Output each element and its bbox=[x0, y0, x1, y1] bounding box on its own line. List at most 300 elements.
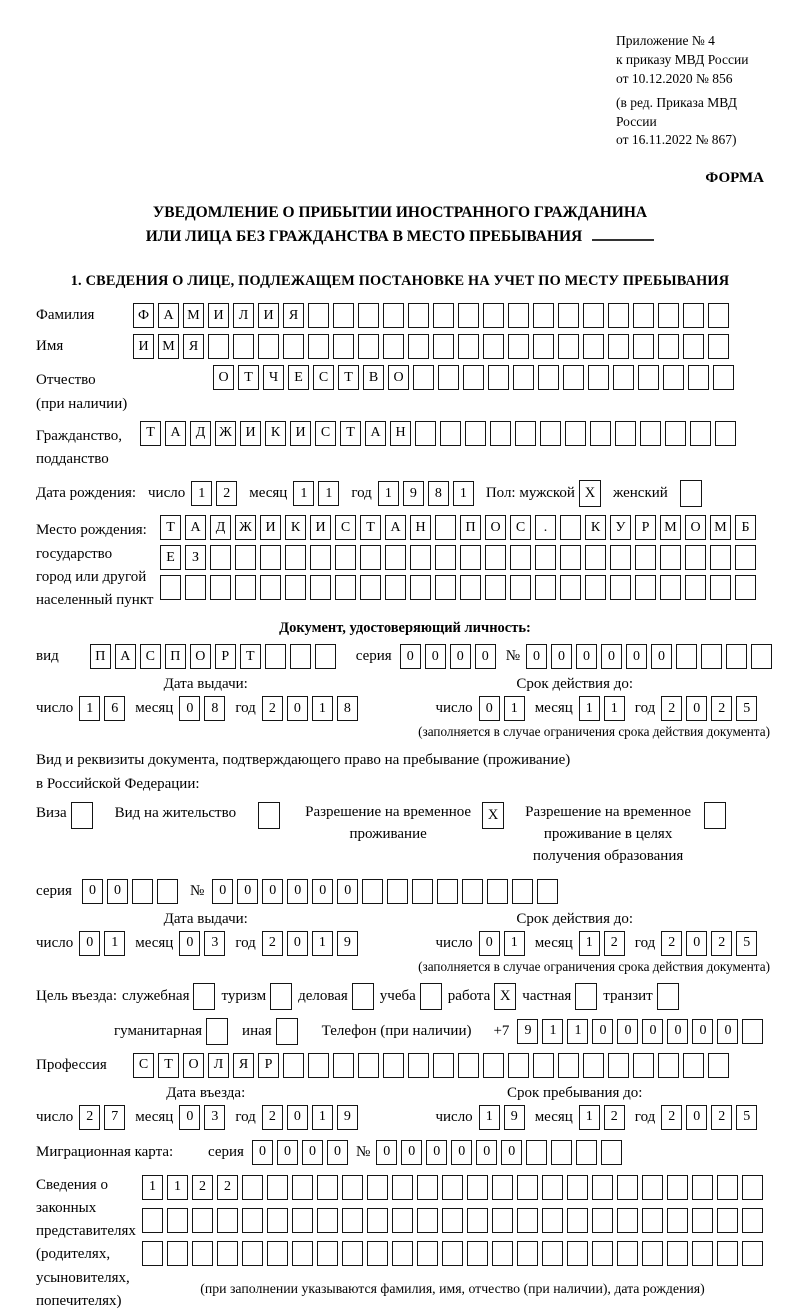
char-cell[interactable]: 0 bbox=[717, 1019, 738, 1044]
char-cell[interactable]: А bbox=[365, 421, 386, 446]
char-cell[interactable]: 1 bbox=[479, 1105, 500, 1130]
char-cell[interactable]: А bbox=[115, 644, 136, 669]
char-cell[interactable] bbox=[663, 365, 684, 390]
purpose-business-checkbox[interactable] bbox=[352, 983, 374, 1010]
char-cell[interactable] bbox=[333, 303, 354, 328]
char-cell[interactable] bbox=[408, 334, 429, 359]
char-cell[interactable]: 9 bbox=[403, 481, 424, 506]
char-cell[interactable] bbox=[633, 334, 654, 359]
char-cell[interactable]: Т bbox=[360, 515, 381, 540]
char-cell[interactable]: 1 bbox=[167, 1175, 188, 1200]
char-cell[interactable] bbox=[160, 575, 181, 600]
char-cell[interactable] bbox=[310, 575, 331, 600]
char-cell[interactable] bbox=[710, 575, 731, 600]
char-cell[interactable]: 0 bbox=[400, 644, 421, 669]
char-cell[interactable] bbox=[751, 644, 772, 669]
char-cell[interactable] bbox=[367, 1208, 388, 1233]
char-cell[interactable] bbox=[640, 421, 661, 446]
char-cell[interactable]: 5 bbox=[736, 696, 757, 721]
char-cell[interactable]: Ж bbox=[215, 421, 236, 446]
char-cell[interactable] bbox=[683, 334, 704, 359]
char-cell[interactable] bbox=[563, 365, 584, 390]
char-cell[interactable] bbox=[526, 1140, 547, 1165]
char-cell[interactable]: З bbox=[185, 545, 206, 570]
char-cell[interactable] bbox=[533, 1053, 554, 1078]
char-cell[interactable]: 2 bbox=[661, 931, 682, 956]
char-cell[interactable] bbox=[676, 644, 697, 669]
char-cell[interactable] bbox=[710, 545, 731, 570]
char-cell[interactable] bbox=[665, 421, 686, 446]
char-cell[interactable]: 1 bbox=[579, 1105, 600, 1130]
char-cell[interactable]: 1 bbox=[579, 931, 600, 956]
char-cell[interactable] bbox=[308, 334, 329, 359]
char-cell[interactable] bbox=[283, 1053, 304, 1078]
purpose-study-checkbox[interactable] bbox=[420, 983, 442, 1010]
char-cell[interactable]: . bbox=[535, 515, 556, 540]
char-cell[interactable]: Б bbox=[735, 515, 756, 540]
char-cell[interactable]: Т bbox=[140, 421, 161, 446]
char-cell[interactable] bbox=[392, 1208, 413, 1233]
char-cell[interactable] bbox=[387, 879, 408, 904]
char-cell[interactable] bbox=[433, 303, 454, 328]
char-cell[interactable]: С bbox=[313, 365, 334, 390]
char-cell[interactable] bbox=[335, 575, 356, 600]
char-cell[interactable] bbox=[242, 1175, 263, 1200]
char-cell[interactable] bbox=[488, 365, 509, 390]
char-cell[interactable] bbox=[440, 421, 461, 446]
char-cell[interactable]: Т bbox=[160, 515, 181, 540]
char-cell[interactable]: Т bbox=[158, 1053, 179, 1078]
char-cell[interactable]: 0 bbox=[576, 644, 597, 669]
char-cell[interactable]: И bbox=[133, 334, 154, 359]
char-cell[interactable]: Д bbox=[210, 515, 231, 540]
char-cell[interactable] bbox=[185, 575, 206, 600]
char-cell[interactable]: Ч bbox=[263, 365, 284, 390]
char-cell[interactable]: О bbox=[685, 515, 706, 540]
char-cell[interactable]: 0 bbox=[287, 931, 308, 956]
char-cell[interactable]: 0 bbox=[401, 1140, 422, 1165]
char-cell[interactable]: И bbox=[310, 515, 331, 540]
char-cell[interactable] bbox=[610, 575, 631, 600]
char-cell[interactable] bbox=[342, 1208, 363, 1233]
char-cell[interactable]: А bbox=[158, 303, 179, 328]
char-cell[interactable] bbox=[267, 1241, 288, 1266]
char-cell[interactable] bbox=[285, 575, 306, 600]
char-cell[interactable] bbox=[342, 1175, 363, 1200]
char-cell[interactable] bbox=[615, 421, 636, 446]
char-cell[interactable]: 0 bbox=[551, 644, 572, 669]
char-cell[interactable] bbox=[413, 365, 434, 390]
char-cell[interactable] bbox=[735, 575, 756, 600]
char-cell[interactable] bbox=[235, 575, 256, 600]
char-cell[interactable] bbox=[560, 575, 581, 600]
char-cell[interactable]: 1 bbox=[318, 481, 339, 506]
char-cell[interactable] bbox=[667, 1175, 688, 1200]
char-cell[interactable] bbox=[167, 1241, 188, 1266]
char-cell[interactable] bbox=[742, 1241, 763, 1266]
char-cell[interactable]: П bbox=[165, 644, 186, 669]
char-cell[interactable] bbox=[383, 1053, 404, 1078]
char-cell[interactable] bbox=[208, 334, 229, 359]
char-cell[interactable] bbox=[592, 1241, 613, 1266]
char-cell[interactable]: 2 bbox=[216, 481, 237, 506]
char-cell[interactable]: 8 bbox=[204, 696, 225, 721]
char-cell[interactable]: 1 bbox=[542, 1019, 563, 1044]
char-cell[interactable] bbox=[385, 575, 406, 600]
char-cell[interactable] bbox=[633, 1053, 654, 1078]
char-cell[interactable] bbox=[460, 545, 481, 570]
purpose-humanitarian-checkbox[interactable] bbox=[206, 1018, 228, 1045]
char-cell[interactable] bbox=[415, 421, 436, 446]
char-cell[interactable] bbox=[435, 545, 456, 570]
char-cell[interactable]: Д bbox=[190, 421, 211, 446]
char-cell[interactable] bbox=[635, 545, 656, 570]
char-cell[interactable]: 0 bbox=[287, 879, 308, 904]
char-cell[interactable]: С bbox=[140, 644, 161, 669]
char-cell[interactable] bbox=[465, 421, 486, 446]
char-cell[interactable] bbox=[435, 515, 456, 540]
char-cell[interactable] bbox=[638, 365, 659, 390]
char-cell[interactable] bbox=[485, 545, 506, 570]
char-cell[interactable]: 0 bbox=[601, 644, 622, 669]
char-cell[interactable]: 1 bbox=[312, 696, 333, 721]
char-cell[interactable] bbox=[742, 1019, 763, 1044]
char-cell[interactable] bbox=[660, 575, 681, 600]
char-cell[interactable]: 1 bbox=[504, 931, 525, 956]
char-cell[interactable]: К bbox=[265, 421, 286, 446]
char-cell[interactable] bbox=[333, 1053, 354, 1078]
sex-male-checkbox[interactable]: X bbox=[579, 480, 601, 507]
char-cell[interactable]: 9 bbox=[337, 931, 358, 956]
char-cell[interactable] bbox=[267, 1175, 288, 1200]
char-cell[interactable] bbox=[417, 1241, 438, 1266]
purpose-work-checkbox[interactable]: X bbox=[494, 983, 516, 1010]
char-cell[interactable] bbox=[292, 1241, 313, 1266]
char-cell[interactable]: К bbox=[285, 515, 306, 540]
char-cell[interactable]: В bbox=[363, 365, 384, 390]
char-cell[interactable]: С bbox=[315, 421, 336, 446]
char-cell[interactable] bbox=[217, 1208, 238, 1233]
char-cell[interactable]: 0 bbox=[526, 644, 547, 669]
char-cell[interactable] bbox=[242, 1241, 263, 1266]
char-cell[interactable] bbox=[260, 575, 281, 600]
char-cell[interactable] bbox=[608, 1053, 629, 1078]
char-cell[interactable]: 0 bbox=[212, 879, 233, 904]
char-cell[interactable]: 5 bbox=[736, 1105, 757, 1130]
char-cell[interactable] bbox=[560, 545, 581, 570]
char-cell[interactable] bbox=[308, 303, 329, 328]
temp-residence-checkbox[interactable]: X bbox=[482, 802, 504, 829]
char-cell[interactable] bbox=[317, 1175, 338, 1200]
char-cell[interactable] bbox=[333, 334, 354, 359]
char-cell[interactable] bbox=[283, 334, 304, 359]
purpose-transit-checkbox[interactable] bbox=[657, 983, 679, 1010]
visa-checkbox[interactable] bbox=[71, 802, 93, 829]
char-cell[interactable] bbox=[585, 545, 606, 570]
char-cell[interactable]: У bbox=[610, 515, 631, 540]
char-cell[interactable] bbox=[383, 334, 404, 359]
char-cell[interactable]: Т bbox=[338, 365, 359, 390]
char-cell[interactable]: 0 bbox=[179, 696, 200, 721]
char-cell[interactable]: П bbox=[90, 644, 111, 669]
char-cell[interactable] bbox=[290, 644, 311, 669]
char-cell[interactable]: 0 bbox=[327, 1140, 348, 1165]
char-cell[interactable] bbox=[535, 545, 556, 570]
char-cell[interactable] bbox=[508, 334, 529, 359]
char-cell[interactable] bbox=[442, 1175, 463, 1200]
residence-permit-checkbox[interactable] bbox=[258, 802, 280, 829]
char-cell[interactable] bbox=[537, 879, 558, 904]
char-cell[interactable]: Р bbox=[635, 515, 656, 540]
char-cell[interactable] bbox=[660, 545, 681, 570]
char-cell[interactable]: С bbox=[510, 515, 531, 540]
char-cell[interactable]: 2 bbox=[192, 1175, 213, 1200]
char-cell[interactable]: 2 bbox=[262, 696, 283, 721]
char-cell[interactable] bbox=[417, 1208, 438, 1233]
char-cell[interactable] bbox=[392, 1241, 413, 1266]
char-cell[interactable] bbox=[590, 421, 611, 446]
char-cell[interactable] bbox=[358, 334, 379, 359]
char-cell[interactable] bbox=[583, 1053, 604, 1078]
char-cell[interactable]: Т bbox=[240, 644, 261, 669]
char-cell[interactable]: М bbox=[660, 515, 681, 540]
char-cell[interactable]: М bbox=[158, 334, 179, 359]
char-cell[interactable] bbox=[642, 1241, 663, 1266]
char-cell[interactable] bbox=[588, 365, 609, 390]
char-cell[interactable] bbox=[433, 334, 454, 359]
purpose-official-checkbox[interactable] bbox=[193, 983, 215, 1010]
char-cell[interactable] bbox=[592, 1208, 613, 1233]
char-cell[interactable]: 1 bbox=[567, 1019, 588, 1044]
char-cell[interactable] bbox=[583, 303, 604, 328]
char-cell[interactable]: 0 bbox=[642, 1019, 663, 1044]
char-cell[interactable] bbox=[242, 1208, 263, 1233]
char-cell[interactable] bbox=[408, 1053, 429, 1078]
char-cell[interactable] bbox=[726, 644, 747, 669]
char-cell[interactable] bbox=[717, 1175, 738, 1200]
char-cell[interactable] bbox=[713, 365, 734, 390]
char-cell[interactable] bbox=[742, 1175, 763, 1200]
char-cell[interactable] bbox=[533, 303, 554, 328]
char-cell[interactable] bbox=[567, 1175, 588, 1200]
char-cell[interactable] bbox=[317, 1241, 338, 1266]
char-cell[interactable] bbox=[292, 1175, 313, 1200]
char-cell[interactable]: И bbox=[240, 421, 261, 446]
char-cell[interactable]: 1 bbox=[604, 696, 625, 721]
char-cell[interactable]: 0 bbox=[179, 931, 200, 956]
char-cell[interactable]: Я bbox=[183, 334, 204, 359]
char-cell[interactable] bbox=[535, 575, 556, 600]
char-cell[interactable] bbox=[467, 1208, 488, 1233]
char-cell[interactable] bbox=[192, 1241, 213, 1266]
char-cell[interactable] bbox=[367, 1175, 388, 1200]
char-cell[interactable] bbox=[483, 1053, 504, 1078]
char-cell[interactable] bbox=[458, 303, 479, 328]
char-cell[interactable]: 0 bbox=[82, 879, 103, 904]
char-cell[interactable] bbox=[583, 334, 604, 359]
char-cell[interactable] bbox=[217, 1241, 238, 1266]
char-cell[interactable] bbox=[358, 303, 379, 328]
char-cell[interactable] bbox=[142, 1241, 163, 1266]
char-cell[interactable] bbox=[617, 1175, 638, 1200]
char-cell[interactable] bbox=[342, 1241, 363, 1266]
char-cell[interactable]: А bbox=[385, 515, 406, 540]
char-cell[interactable]: 5 bbox=[736, 931, 757, 956]
char-cell[interactable] bbox=[708, 1053, 729, 1078]
sex-female-checkbox[interactable] bbox=[680, 480, 702, 507]
char-cell[interactable]: 2 bbox=[661, 696, 682, 721]
char-cell[interactable]: 0 bbox=[450, 644, 471, 669]
char-cell[interactable] bbox=[717, 1241, 738, 1266]
char-cell[interactable] bbox=[683, 303, 704, 328]
char-cell[interactable] bbox=[510, 575, 531, 600]
char-cell[interactable] bbox=[642, 1208, 663, 1233]
char-cell[interactable]: 0 bbox=[686, 696, 707, 721]
char-cell[interactable]: 2 bbox=[262, 1105, 283, 1130]
char-cell[interactable]: О bbox=[388, 365, 409, 390]
char-cell[interactable]: 0 bbox=[107, 879, 128, 904]
char-cell[interactable]: 0 bbox=[501, 1140, 522, 1165]
char-cell[interactable] bbox=[358, 1053, 379, 1078]
char-cell[interactable]: 0 bbox=[337, 879, 358, 904]
char-cell[interactable]: Л bbox=[233, 303, 254, 328]
char-cell[interactable]: 2 bbox=[604, 1105, 625, 1130]
char-cell[interactable] bbox=[417, 1175, 438, 1200]
char-cell[interactable] bbox=[608, 334, 629, 359]
char-cell[interactable] bbox=[458, 334, 479, 359]
char-cell[interactable] bbox=[210, 575, 231, 600]
char-cell[interactable] bbox=[592, 1175, 613, 1200]
char-cell[interactable] bbox=[437, 879, 458, 904]
char-cell[interactable] bbox=[367, 1241, 388, 1266]
char-cell[interactable] bbox=[460, 575, 481, 600]
char-cell[interactable]: 0 bbox=[302, 1140, 323, 1165]
char-cell[interactable]: 0 bbox=[692, 1019, 713, 1044]
char-cell[interactable]: К bbox=[585, 515, 606, 540]
char-cell[interactable] bbox=[438, 365, 459, 390]
char-cell[interactable] bbox=[383, 303, 404, 328]
char-cell[interactable]: 0 bbox=[262, 879, 283, 904]
char-cell[interactable] bbox=[462, 879, 483, 904]
char-cell[interactable] bbox=[258, 334, 279, 359]
char-cell[interactable]: П bbox=[460, 515, 481, 540]
char-cell[interactable]: А bbox=[165, 421, 186, 446]
char-cell[interactable] bbox=[635, 575, 656, 600]
char-cell[interactable]: С bbox=[133, 1053, 154, 1078]
char-cell[interactable]: Р bbox=[215, 644, 236, 669]
char-cell[interactable]: 0 bbox=[252, 1140, 273, 1165]
char-cell[interactable] bbox=[658, 1053, 679, 1078]
char-cell[interactable]: 1 bbox=[191, 481, 212, 506]
char-cell[interactable]: 3 bbox=[204, 1105, 225, 1130]
char-cell[interactable]: Л bbox=[208, 1053, 229, 1078]
char-cell[interactable] bbox=[692, 1175, 713, 1200]
char-cell[interactable]: 3 bbox=[204, 931, 225, 956]
char-cell[interactable]: С bbox=[335, 515, 356, 540]
char-cell[interactable] bbox=[667, 1241, 688, 1266]
char-cell[interactable]: Н bbox=[410, 515, 431, 540]
char-cell[interactable] bbox=[701, 644, 722, 669]
char-cell[interactable]: 1 bbox=[293, 481, 314, 506]
char-cell[interactable] bbox=[317, 1208, 338, 1233]
char-cell[interactable] bbox=[458, 1053, 479, 1078]
char-cell[interactable] bbox=[192, 1208, 213, 1233]
char-cell[interactable] bbox=[558, 334, 579, 359]
char-cell[interactable]: Я bbox=[233, 1053, 254, 1078]
char-cell[interactable] bbox=[617, 1208, 638, 1233]
char-cell[interactable]: 9 bbox=[504, 1105, 525, 1130]
char-cell[interactable] bbox=[517, 1175, 538, 1200]
char-cell[interactable] bbox=[360, 545, 381, 570]
char-cell[interactable] bbox=[157, 879, 178, 904]
char-cell[interactable]: 0 bbox=[651, 644, 672, 669]
char-cell[interactable]: 2 bbox=[262, 931, 283, 956]
char-cell[interactable]: 0 bbox=[592, 1019, 613, 1044]
char-cell[interactable] bbox=[658, 303, 679, 328]
char-cell[interactable]: 0 bbox=[237, 879, 258, 904]
char-cell[interactable] bbox=[551, 1140, 572, 1165]
char-cell[interactable] bbox=[690, 421, 711, 446]
char-cell[interactable] bbox=[412, 879, 433, 904]
char-cell[interactable]: 2 bbox=[711, 696, 732, 721]
char-cell[interactable]: 0 bbox=[479, 931, 500, 956]
char-cell[interactable] bbox=[485, 575, 506, 600]
char-cell[interactable]: И bbox=[290, 421, 311, 446]
char-cell[interactable] bbox=[362, 879, 383, 904]
char-cell[interactable]: 1 bbox=[142, 1175, 163, 1200]
char-cell[interactable]: 2 bbox=[217, 1175, 238, 1200]
char-cell[interactable] bbox=[392, 1175, 413, 1200]
char-cell[interactable]: И bbox=[260, 515, 281, 540]
char-cell[interactable]: 2 bbox=[711, 1105, 732, 1130]
char-cell[interactable] bbox=[715, 421, 736, 446]
char-cell[interactable] bbox=[542, 1208, 563, 1233]
char-cell[interactable]: 2 bbox=[661, 1105, 682, 1130]
char-cell[interactable]: 0 bbox=[426, 1140, 447, 1165]
char-cell[interactable] bbox=[235, 545, 256, 570]
char-cell[interactable] bbox=[410, 575, 431, 600]
char-cell[interactable]: 9 bbox=[337, 1105, 358, 1130]
char-cell[interactable] bbox=[467, 1175, 488, 1200]
purpose-private-checkbox[interactable] bbox=[575, 983, 597, 1010]
char-cell[interactable] bbox=[567, 1241, 588, 1266]
char-cell[interactable] bbox=[492, 1208, 513, 1233]
char-cell[interactable]: М bbox=[710, 515, 731, 540]
char-cell[interactable] bbox=[512, 879, 533, 904]
char-cell[interactable]: О bbox=[183, 1053, 204, 1078]
char-cell[interactable] bbox=[492, 1241, 513, 1266]
char-cell[interactable]: 7 bbox=[104, 1105, 125, 1130]
char-cell[interactable] bbox=[463, 365, 484, 390]
char-cell[interactable] bbox=[576, 1140, 597, 1165]
char-cell[interactable] bbox=[692, 1208, 713, 1233]
char-cell[interactable] bbox=[483, 303, 504, 328]
char-cell[interactable]: И bbox=[208, 303, 229, 328]
char-cell[interactable] bbox=[658, 334, 679, 359]
char-cell[interactable] bbox=[567, 1208, 588, 1233]
char-cell[interactable]: Я bbox=[283, 303, 304, 328]
char-cell[interactable]: 1 bbox=[79, 696, 100, 721]
temp-residence-edu-checkbox[interactable] bbox=[704, 802, 726, 829]
char-cell[interactable] bbox=[633, 303, 654, 328]
char-cell[interactable] bbox=[688, 365, 709, 390]
char-cell[interactable]: 0 bbox=[179, 1105, 200, 1130]
char-cell[interactable]: 6 bbox=[104, 696, 125, 721]
purpose-other-checkbox[interactable] bbox=[276, 1018, 298, 1045]
char-cell[interactable]: 1 bbox=[312, 931, 333, 956]
char-cell[interactable] bbox=[538, 365, 559, 390]
char-cell[interactable] bbox=[285, 545, 306, 570]
